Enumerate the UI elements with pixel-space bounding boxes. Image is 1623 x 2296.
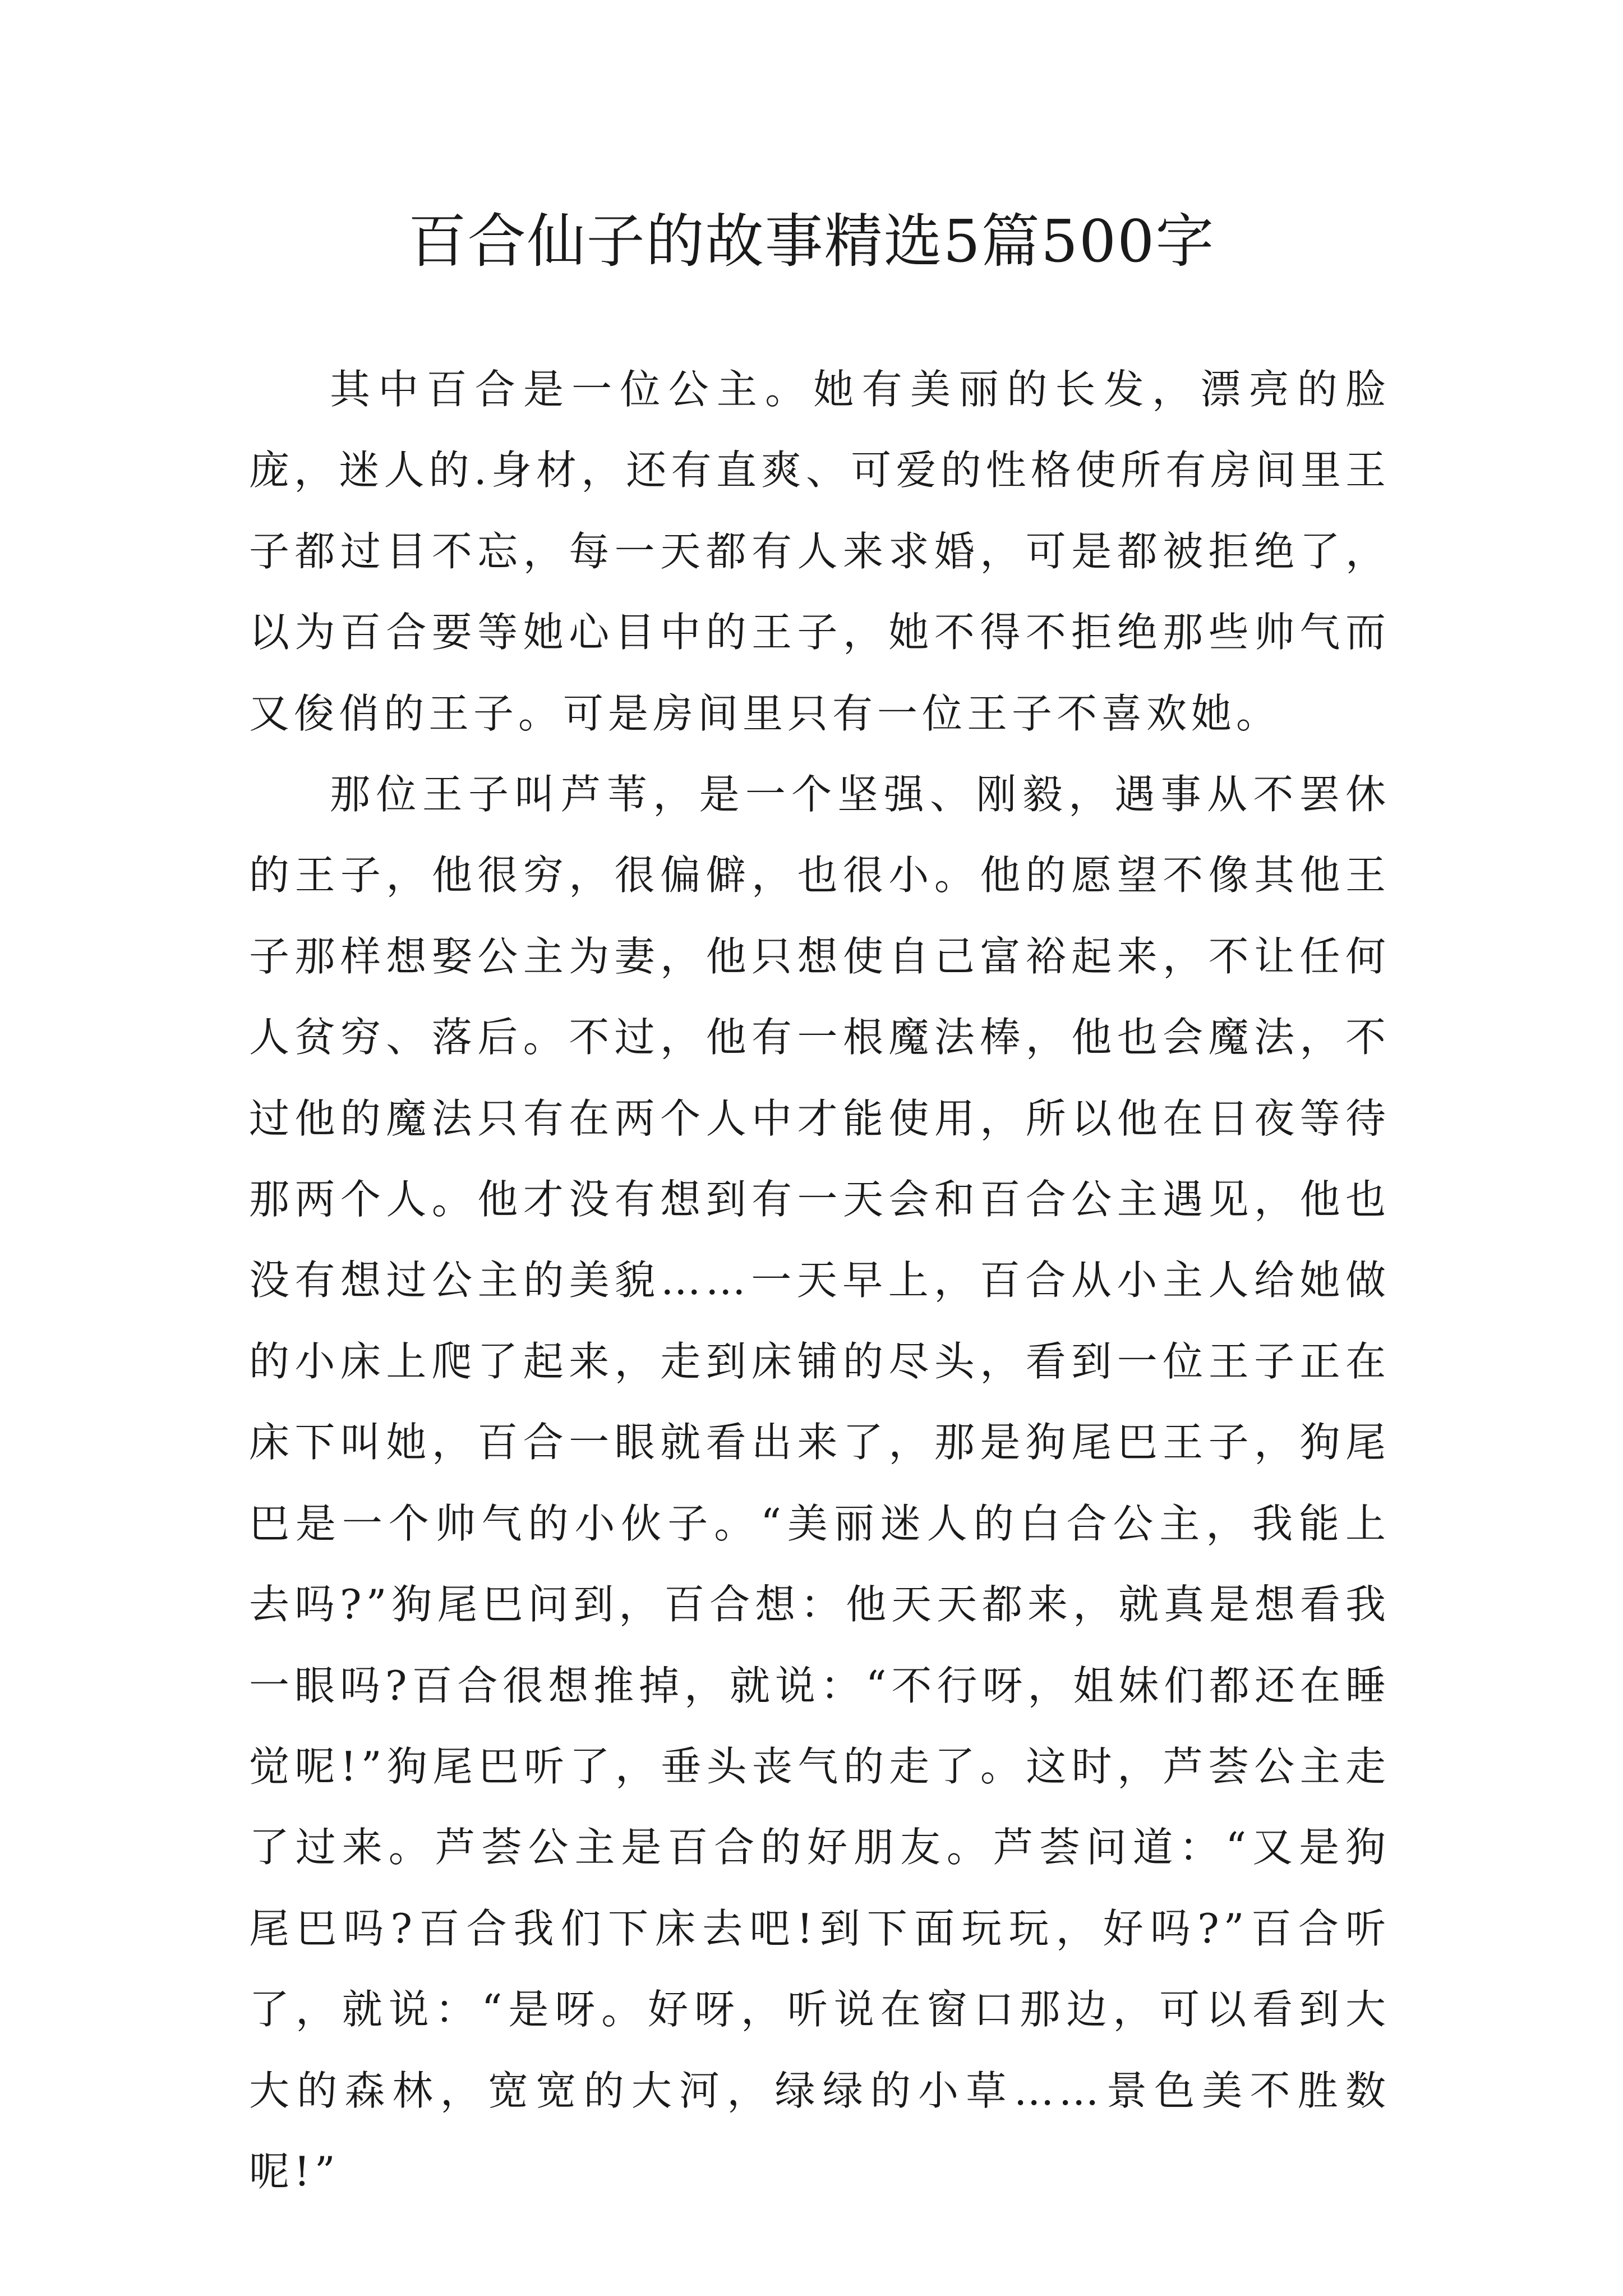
document-body — [249, 349, 1390, 2212]
document-title: 百合仙子的故事精选5篇500字 — [408, 207, 1215, 275]
paragraph-1: 其中百合是一位公主。她有美丽的长发，漂亮的脸庞，迷人的.身材，还有直爽、可爱的性格使所有房间里王子都过目不忘，每一天都有人来求婚，可是都被拒绝了，以为百合要等她心目中的王子，她不得不拒绝那些帅气而又俊俏的王子。可是房间里只有一位王子不喜欢她。 — [249, 366, 1390, 737]
paragraph-2: 那位王子叫芦苇，是一个坚强、刚毅，遇事从不罢休的王子，他很穷，很偏僻，也很小。他的愿望不像其他王子那样想娶公主为妻，他只想使自己富裕起来，不让任何人贫穷、落后。不过，他有一根魔法棒，他也会魔法，不过他的魔法只有在两个人中才能使用，所以他在日夜等待那两个人。他才没有想到有一天会和百合公主遇见，他也没有想过公主的美貌……一天早上，百合从小主人给她做的小床上爬了起来，走到床铺的尽头，看到一位王子正在床下叫她，百合一眼就看出来了，那是狗尾巴王子，狗尾巴是一个帅气的小伙子。“美丽迷人的白合公主，我能上去吗?”狗尾巴问到，百合想：他天天都来，就真是想看我一眼吗?百合很想推掉，就说：“不行呀，姐妹们都还在睡觉呢!”狗尾巴听了，垂头丧气的走了。这时，芦荟公主走了过来。芦荟公主是百合的好朋友。芦荟问道：“又是狗尾巴吗?百合我们下床去吧!到下面玩玩，好吗?”百合听了，就说：“是呀。好呀，听说在窗口那边，可以看到大大的森林，宽宽的大河，绿绿的小草……景色美不胜数呢!” — [249, 771, 1390, 2195]
